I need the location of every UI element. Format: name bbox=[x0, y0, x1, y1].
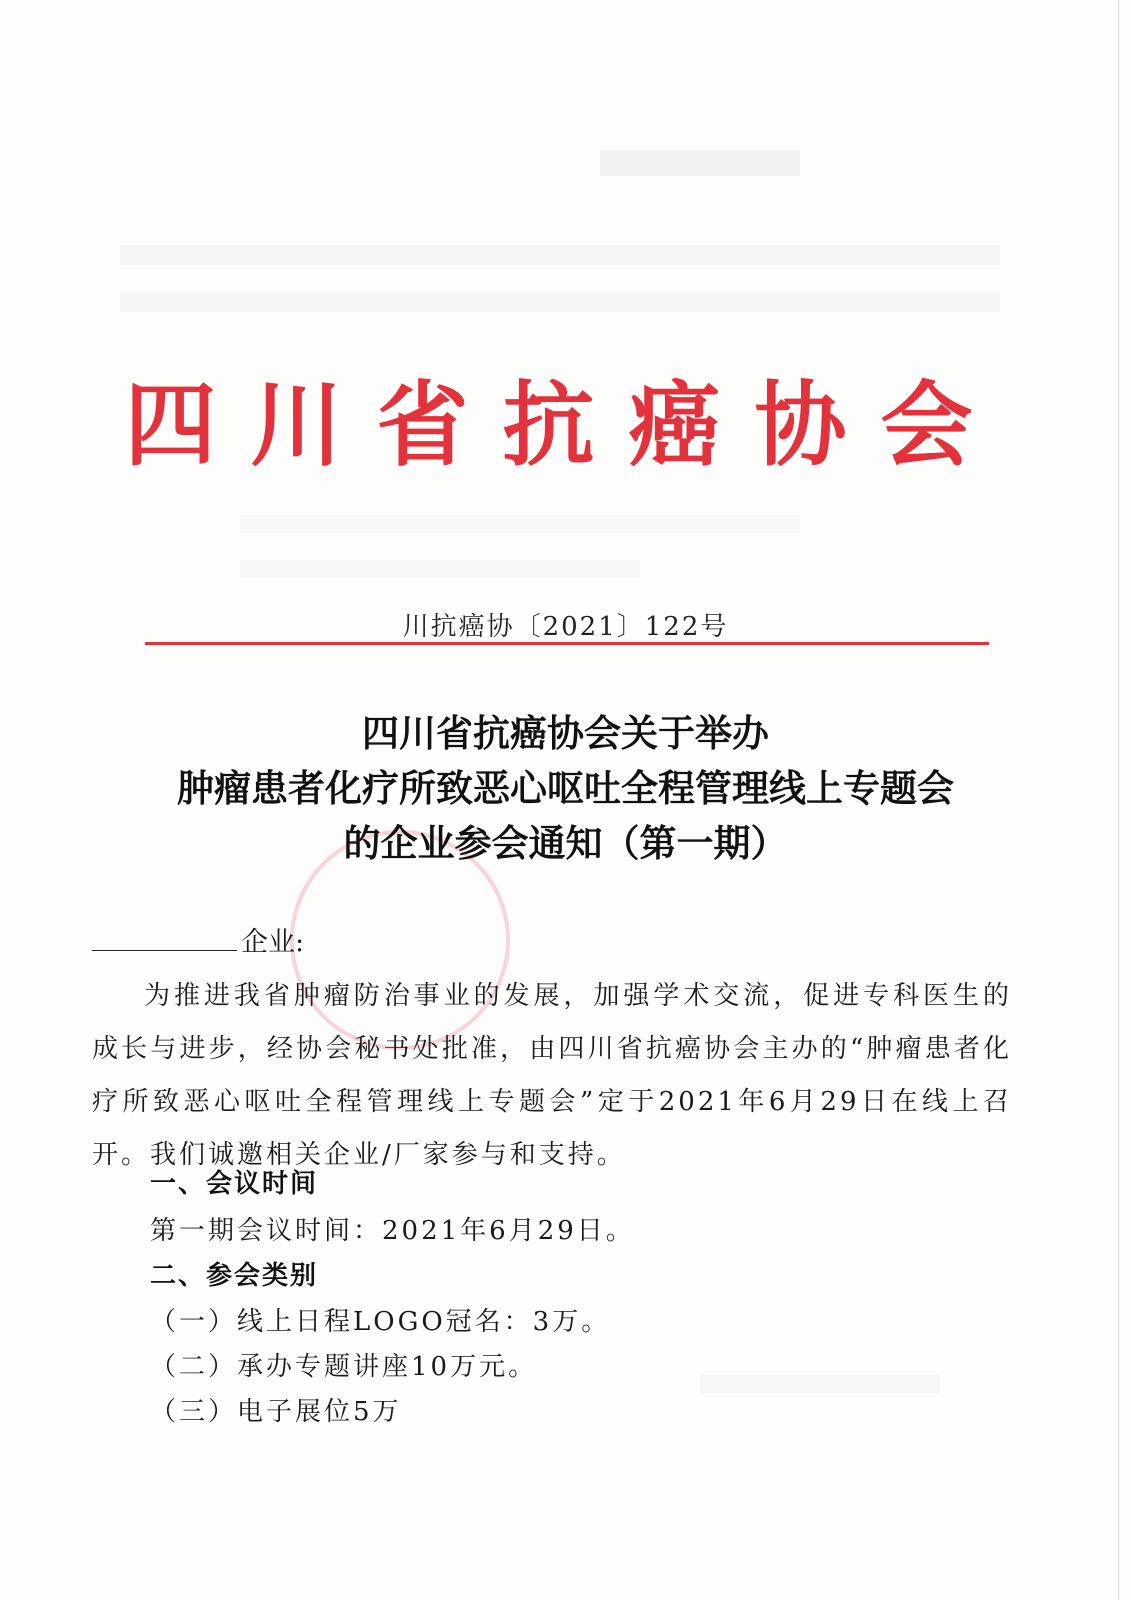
bleed-through-mark bbox=[120, 245, 1000, 265]
category-item: （二）承办专题讲座10万元。 bbox=[150, 1352, 538, 1382]
addressee-suffix: 企业: bbox=[241, 927, 305, 958]
intro-body bbox=[92, 970, 1012, 1182]
scan-edge bbox=[1118, 0, 1119, 1600]
addressee-blank bbox=[92, 950, 237, 951]
bleed-through-mark bbox=[600, 150, 800, 176]
red-divider-rule bbox=[145, 642, 989, 645]
bleed-through-mark bbox=[240, 560, 640, 578]
title-line: 肿瘤患者化疗所致恶心呕吐全程管理线上专题会 bbox=[177, 767, 954, 810]
section-heading-category: 二、参会类别 bbox=[150, 1261, 319, 1291]
addressee-line bbox=[92, 920, 304, 959]
title-line: 四川省抗癌协会关于举办 bbox=[362, 712, 769, 755]
intro-paragraph: 为推进我省肿瘤防治事业的发展，加强学术交流，促进专科医生的成长与进步，经协会秘书处批准，由四川省抗癌协会主办的“肿瘤患者化疗所致恶心呕吐全程管理线上专题会”定于2021年6月29日在线上召开。我们诚邀相关企业/厂家参与和支持。 bbox=[92, 981, 1012, 1170]
bleed-through-mark bbox=[700, 1375, 940, 1393]
meeting-time-line: 第一期会议时间：2021年6月29日。 bbox=[150, 1216, 635, 1246]
bleed-through-mark bbox=[120, 292, 1000, 312]
category-item: （三）电子展位5万 bbox=[150, 1397, 402, 1427]
category-item: （一）线上日程LOGO冠名：3万。 bbox=[150, 1307, 611, 1337]
organization-header: 四川省抗癌协会 bbox=[124, 372, 1007, 479]
section-heading-time: 一、会议时间 bbox=[150, 1169, 319, 1199]
title-line: 的企业参会通知（第一期） bbox=[343, 822, 788, 865]
document-title bbox=[60, 706, 1071, 871]
bleed-through-mark bbox=[240, 515, 800, 533]
document-number: 川抗癌协〔2021〕122号 bbox=[402, 612, 729, 642]
